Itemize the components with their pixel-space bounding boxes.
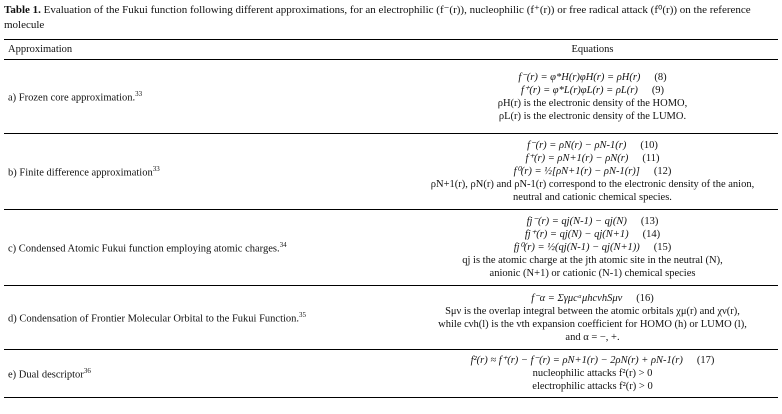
equation: f⁺(r) = φ*L(r)φL(r) = ρL(r) (9) (520, 84, 665, 96)
equation: f⁻(r) = ρN(r) − ρN-1(r) (10) (527, 140, 658, 151)
equation-number: (9) (651, 84, 665, 96)
equation: f⁰(r) = ½[ρN+1(r) − ρN-1(r)] (12) (513, 166, 672, 177)
equations-cell (407, 210, 778, 286)
equation-number: (11) (642, 153, 660, 164)
fukui-table (4, 39, 778, 398)
equation-note: anionic (N+1) or cationic (N-1) chemical species (489, 268, 696, 279)
equation: f²(r) ≈ f⁺(r) − f⁻(r) = ρN+1(r) − 2ρN(r) + ρN-1(r) (17) (470, 355, 715, 366)
header-equations: Equations (407, 40, 778, 60)
equation-note: and α = −, +. (565, 331, 620, 343)
table-row (4, 210, 778, 286)
equation: fj⁰(r) = ½(qj(N-1) − qj(N+1)) (15) (513, 242, 672, 253)
equation-note: electrophilic attacks f²(r) > 0 (532, 381, 653, 392)
approximation-cell: c) Condensed Atomic Fukui function employing atomic charges.$^{34}$ (4, 210, 407, 286)
equations-cell (407, 350, 778, 398)
reference-mark: 36 (83, 366, 91, 375)
equation: f⁻α = ΣγμcᵃμhcνhSμν (16) (531, 292, 654, 304)
table-label: Table 1. (4, 4, 41, 16)
equation-number: (8) (654, 71, 667, 83)
equation: f⁺(r) = ρN+1(r) − ρN(r) (11) (525, 153, 660, 164)
approximation-cell: a) Frozen core approximation.$^{33}$ (4, 60, 407, 134)
header-approximation: Approximation (4, 40, 407, 60)
reference-mark: 33 (152, 164, 160, 173)
equation-note: Sμν is the overlap integral between the atomic orbitals χμ(r) and χν(r), (445, 305, 740, 317)
table-row (4, 60, 778, 134)
table-row (4, 134, 778, 210)
equations-cell (407, 60, 778, 134)
equation-number: (16) (636, 292, 654, 304)
equation-note: qj is the atomic charge at the jth atomic site in the neutral (N), (462, 255, 723, 266)
equation-note: ρL(r) is the electronic density of the LUMO. (498, 110, 687, 122)
approximation-cell: b) Finite difference approximation$^{33}$ (4, 134, 407, 210)
equation: fj⁻(r) = qj(N-1) − qj(N) (13) (526, 216, 659, 227)
header-row (4, 40, 778, 60)
equation-number: (14) (642, 229, 661, 240)
equation: fj⁺(r) = qj(N) − qj(N+1) (14) (524, 229, 661, 240)
equation-number: (17) (696, 355, 715, 366)
reference-mark: 35 (299, 310, 307, 319)
equations-cell (407, 286, 778, 350)
equation: f⁻(r) = φ*H(r)φH(r) = ρH(r) (8) (518, 71, 667, 83)
approximation-cell: e) Dual descriptor$^{36}$ (4, 350, 407, 398)
reference-mark: 33 (135, 89, 143, 98)
equation-note: nucleophilic attacks f²(r) > 0 (532, 368, 653, 379)
table-row (4, 350, 778, 398)
equation-note: while cνh(l) is the vth expansion coefficient for HOMO (h) or LUMO (l), (438, 318, 747, 330)
equations-cell (407, 134, 778, 210)
equation-number: (10) (640, 140, 658, 151)
table-caption (4, 0, 778, 33)
equation-note: ρN+1(r), ρN(r) and ρN-1(r) correspond to the electronic density of the anion, (430, 179, 755, 190)
approximation-cell: d) Condensation of Frontier Molecular Orbital to the Fukui Function.$^{35}$ (4, 286, 407, 350)
table-row (4, 286, 778, 350)
equation-number: (12) (653, 166, 672, 177)
equation-number: (13) (640, 216, 659, 227)
equation-note: neutral and cationic chemical species. (513, 192, 672, 203)
equation-note: ρH(r) is the electronic density of the HOMO, (497, 97, 688, 109)
caption-text: Evaluation of the Fukui function following different approximations, for an electrophilic (f⁻(r)), nucleophilic (f⁺(r)) or free radical attack (f⁰(r)) on the reference molecule (4, 4, 751, 31)
reference-mark: 34 (279, 240, 287, 249)
equation-number: (15) (653, 242, 672, 253)
